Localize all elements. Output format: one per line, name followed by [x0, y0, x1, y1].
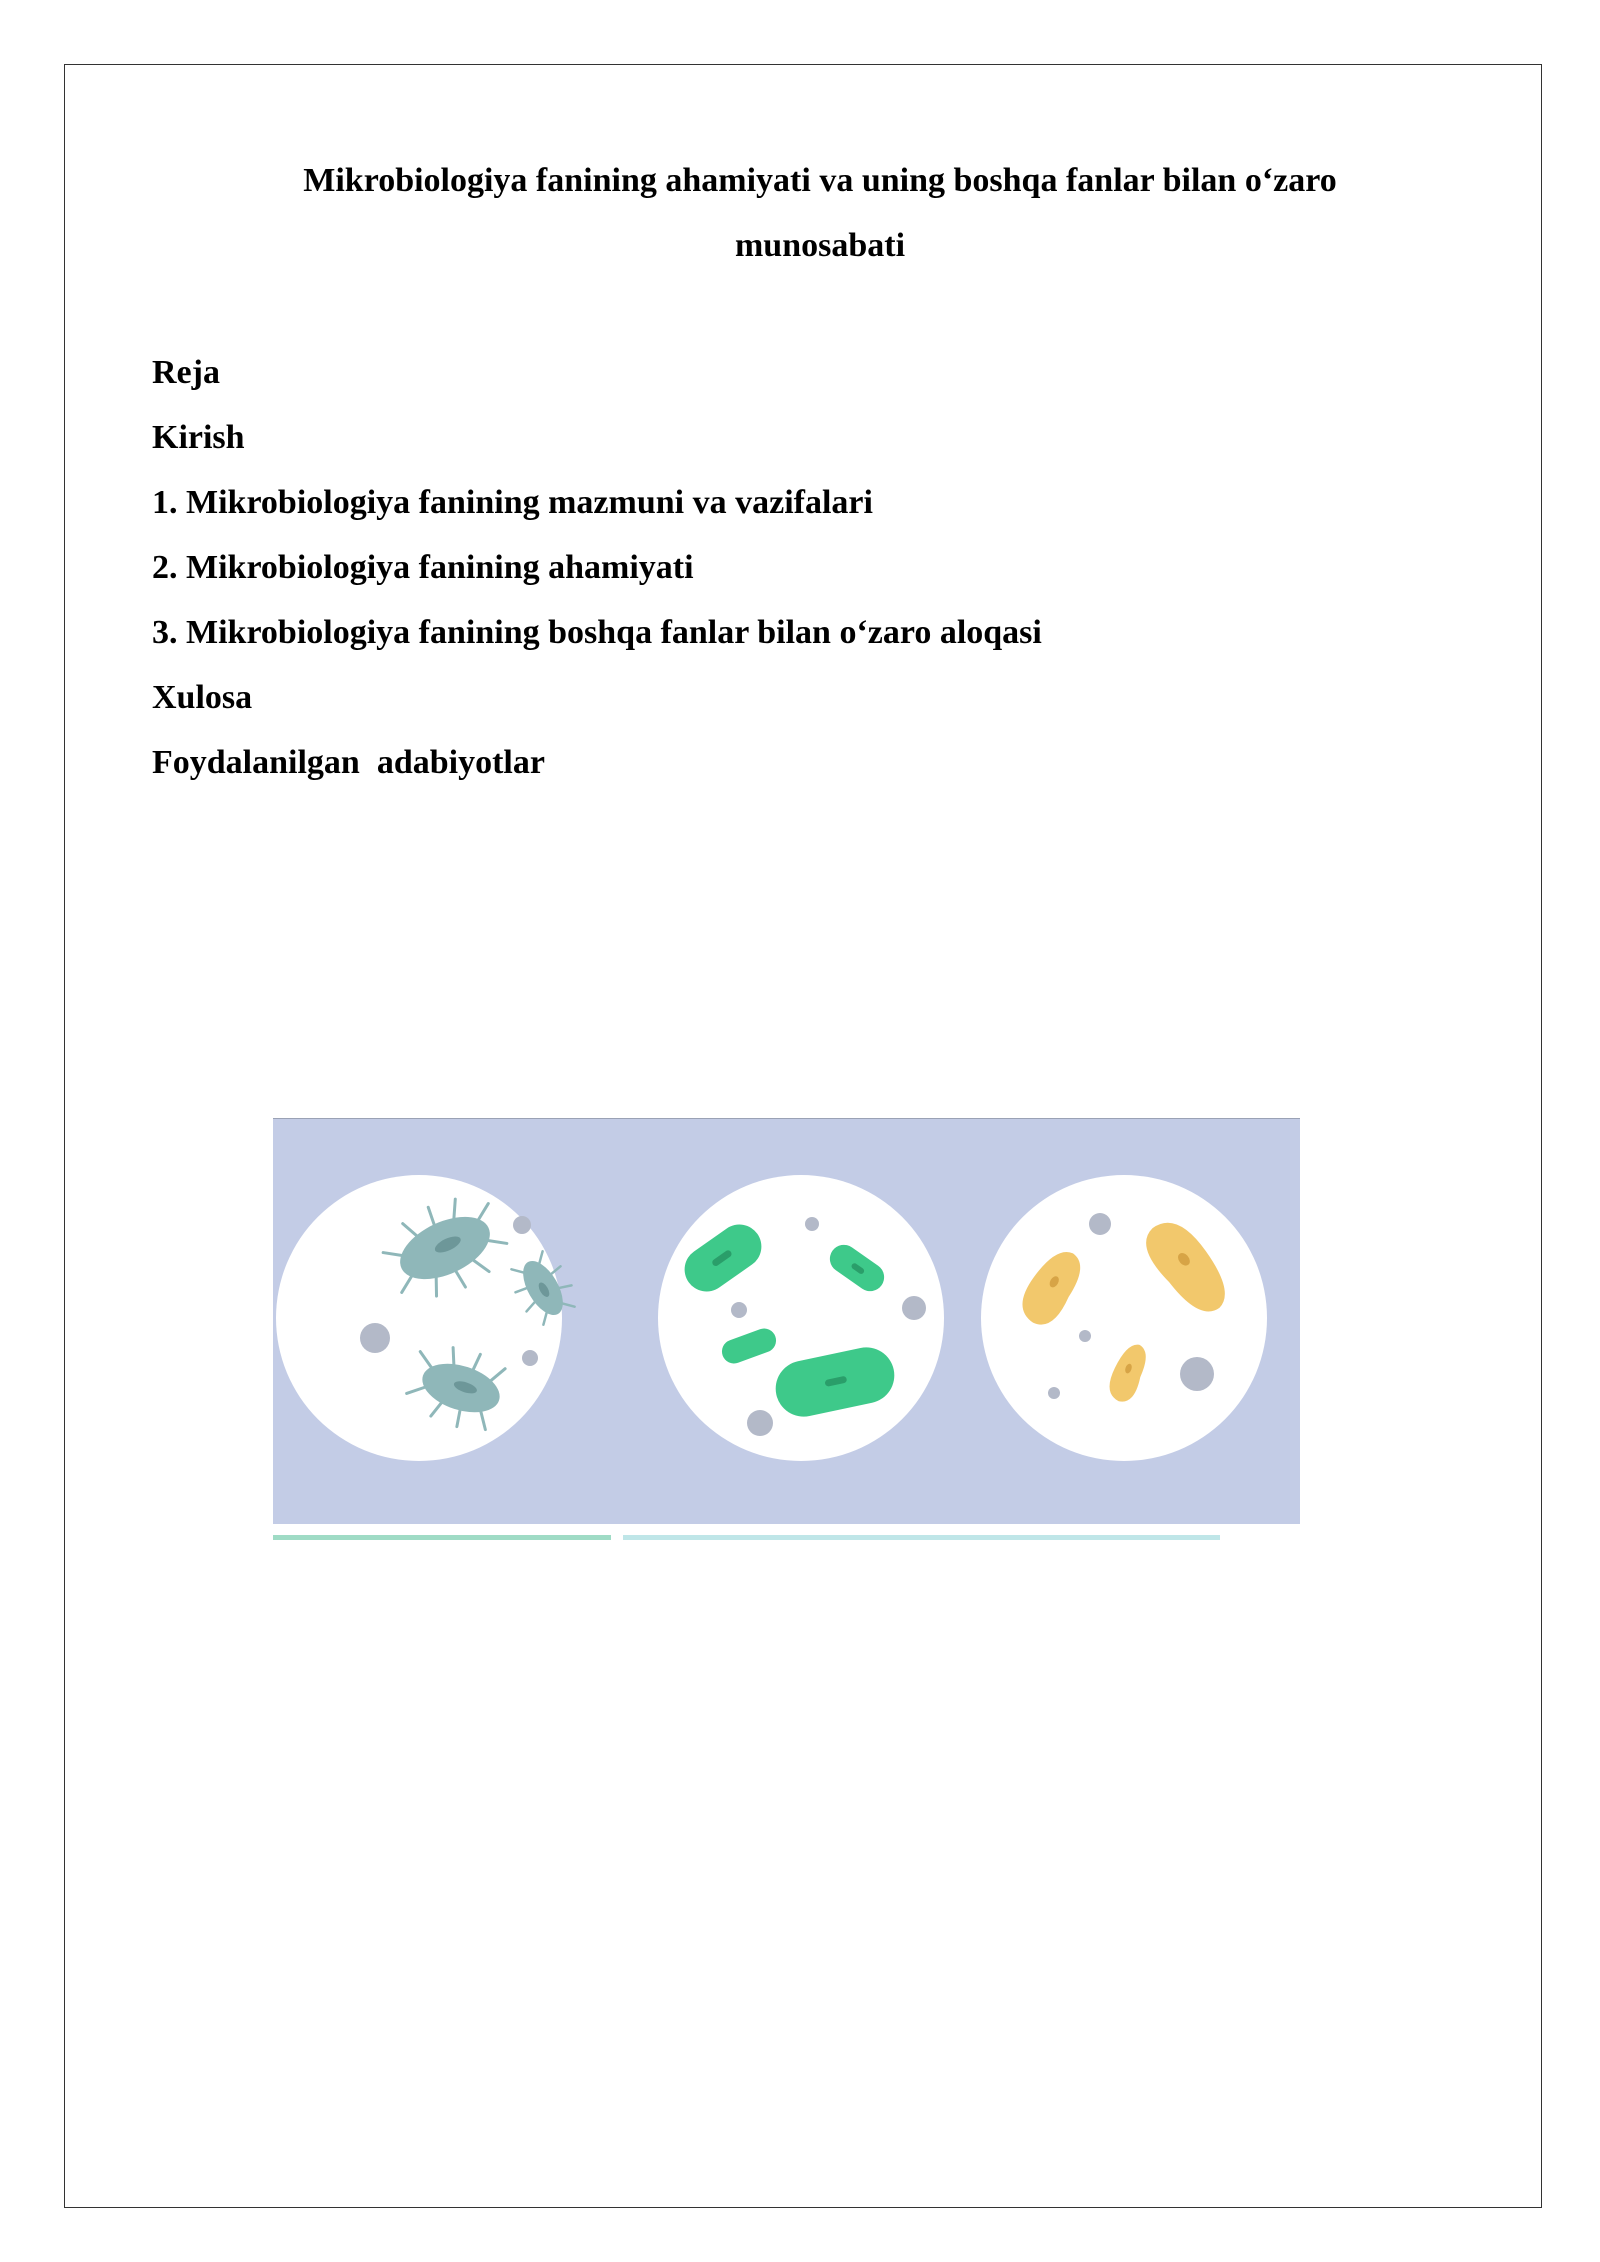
plan-item-conclusion: Xulosa: [152, 679, 253, 716]
plan-item-introduction: Kirish: [152, 419, 245, 456]
plan-heading: Reja: [152, 354, 220, 391]
document-title: [160, 148, 1480, 278]
title-line-1: Mikrobiologiya fanining ahamiyati va uning boshqa fanlar bilan o‘zaro: [303, 162, 1337, 199]
plan-item-1: 1. Mikrobiologiya fanining mazmuni va vazifalari: [152, 484, 873, 521]
microbes-illustration: [273, 1118, 1300, 1544]
progress-segment-track: [623, 1535, 1220, 1540]
plan-item-3: 3. Mikrobiologiya fanining boshqa fanlar bilan o‘zaro aloqasi: [152, 614, 1042, 651]
plan-list: [152, 340, 1042, 795]
petri-dish-green-bacteria: [658, 1175, 944, 1461]
plan-item-2: 2. Mikrobiologiya fanining ahamiyati: [152, 549, 694, 586]
title-line-2: munosabati: [734, 227, 906, 264]
plan-item-references: Foydalanilgan adabiyotlar: [152, 744, 545, 781]
petri-dish-yellow-bacteria: [981, 1175, 1267, 1461]
progress-segment-active: [273, 1535, 611, 1540]
